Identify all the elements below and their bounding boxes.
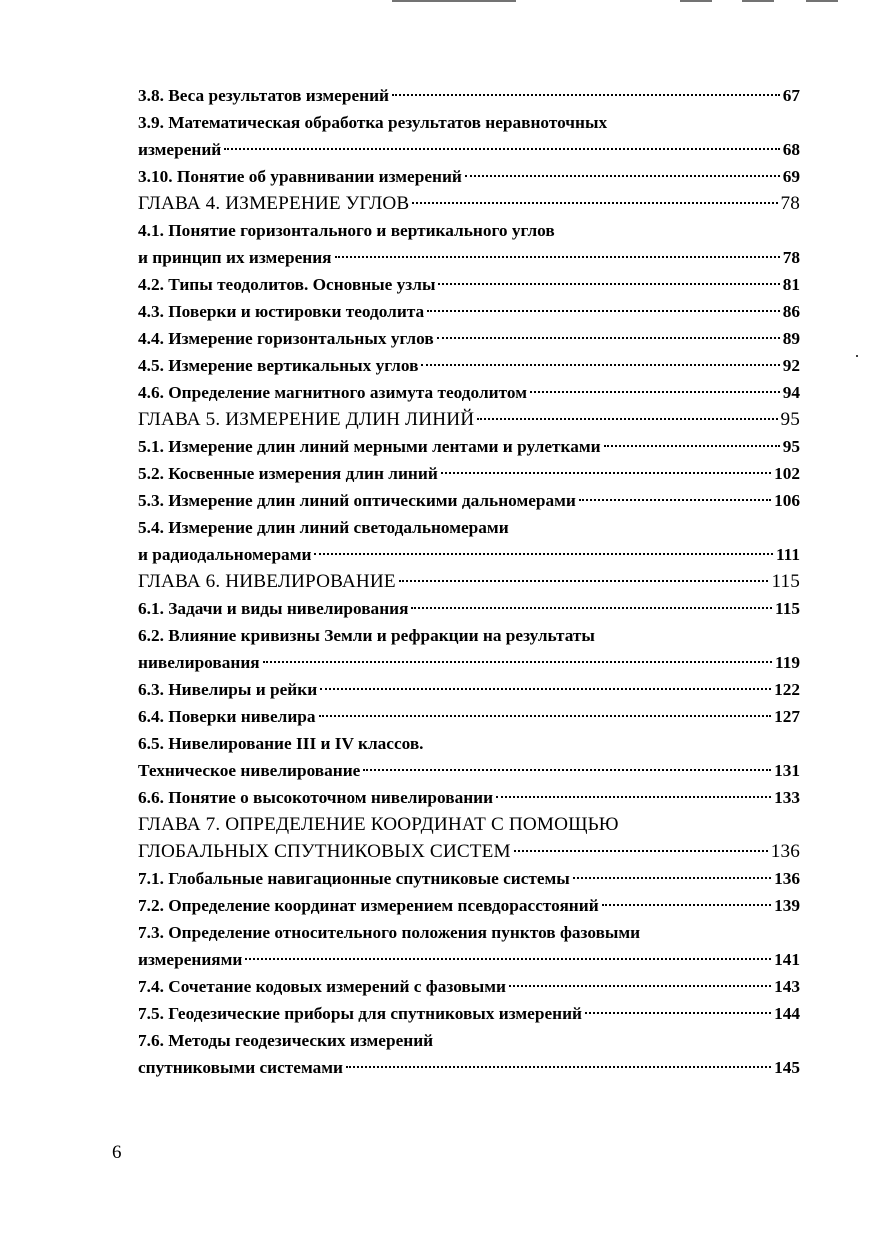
- dot-leader: [314, 553, 773, 555]
- toc-entry-title: 3.8. Веса результатов измерений: [138, 86, 390, 105]
- dot-leader: [335, 256, 780, 258]
- toc-entry-title: 4.1. Понятие горизонтального и вертикального углов: [138, 221, 555, 240]
- toc-entry: [138, 703, 800, 730]
- toc-chapter-heading: [138, 406, 800, 433]
- toc-entry-title: нивелирования: [138, 653, 260, 672]
- scan-artifact: [392, 0, 516, 2]
- toc-entry-title: 7.4. Сочетание кодовых измерений с фазовыми: [138, 977, 506, 996]
- toc-entry: [138, 946, 800, 973]
- toc-entry-title: 6.4. Поверки нивелира: [138, 707, 316, 726]
- dot-leader: [514, 850, 768, 852]
- toc-entry-page: 131: [774, 761, 800, 780]
- toc-entry-page: 136: [774, 869, 800, 888]
- toc-entry-page: 68: [782, 140, 800, 159]
- page-number: 6: [112, 1142, 122, 1163]
- toc-entry-title: измерений: [138, 140, 222, 159]
- toc-entry-page: 136: [770, 841, 800, 862]
- toc-entry-title: 5.1. Измерение длин линий мерными лентами и рулетками: [138, 437, 601, 456]
- scan-artifact: [680, 0, 712, 2]
- toc-entry: [138, 541, 800, 568]
- toc-entry-page: 139: [774, 896, 800, 915]
- toc-entry-page: 92: [782, 356, 800, 375]
- scan-artifact: [806, 0, 838, 2]
- toc-entry-title: и принцип их измерения: [138, 248, 332, 267]
- toc-entry: [138, 379, 800, 406]
- toc-entry-title: 4.2. Типы теодолитов. Основные узлы: [138, 275, 436, 294]
- toc-entry-page: 111: [775, 545, 800, 564]
- dot-leader: [496, 796, 771, 798]
- dot-leader: [585, 1012, 771, 1014]
- toc-entry-title: 3.9. Математическая обработка результатов неравноточных: [138, 113, 608, 132]
- dot-leader: [438, 283, 779, 285]
- toc-entry: [138, 460, 800, 487]
- toc-entry: [138, 757, 800, 784]
- toc-entry-page: 102: [774, 464, 800, 483]
- toc-entry: [138, 730, 800, 757]
- toc-entry-title: 5.3. Измерение длин линий оптическими дальномерами: [138, 491, 576, 510]
- toc-entry: [138, 649, 800, 676]
- dot-leader: [573, 877, 771, 879]
- toc-entry: [138, 865, 800, 892]
- toc-entry-title: 7.1. Глобальные навигационные спутниковые системы: [138, 869, 570, 888]
- toc-entry: [138, 487, 800, 514]
- toc-entry: [138, 595, 800, 622]
- toc-entry-title: 5.4. Измерение длин линий светодальномерами: [138, 518, 509, 537]
- toc-entry: [138, 973, 800, 1000]
- toc-entry-title: 3.10. Понятие об уравнивании измерений: [138, 167, 462, 186]
- toc-entry: [138, 1000, 800, 1027]
- dot-leader: [437, 337, 780, 339]
- toc-entry-title: 5.2. Косвенные измерения длин линий: [138, 464, 438, 483]
- dot-leader: [441, 472, 771, 474]
- toc-chapter-heading: [138, 811, 800, 838]
- toc-entry-page: 144: [774, 1004, 800, 1023]
- toc-entry: [138, 1054, 800, 1081]
- toc-entry: [138, 433, 800, 460]
- dot-leader: [346, 1066, 771, 1068]
- dot-leader: [421, 364, 779, 366]
- toc-entry: [138, 136, 800, 163]
- dot-leader: [579, 499, 771, 501]
- toc-entry: [138, 514, 800, 541]
- toc-entry: [138, 298, 800, 325]
- toc-chapter-heading: [138, 838, 800, 865]
- toc-entry: [138, 217, 800, 244]
- toc-entry-page: 119: [775, 653, 800, 672]
- toc-entry-page: 95: [780, 409, 800, 430]
- scan-speck: [856, 355, 858, 357]
- toc-entry-title: 4.6. Определение магнитного азимута теодолитом: [138, 383, 527, 402]
- dot-leader: [363, 769, 771, 771]
- toc-entry: [138, 919, 800, 946]
- toc-entry-title: 6.2. Влияние кривизны Земли и рефракции на результаты: [138, 626, 595, 645]
- toc-entry-title: измерениями: [138, 950, 243, 969]
- toc-entry-page: 145: [774, 1058, 800, 1077]
- toc-entry: [138, 784, 800, 811]
- toc-entry-page: 67: [782, 86, 800, 105]
- toc-entry-title: 6.1. Задачи и виды нивелирования: [138, 599, 409, 618]
- toc-entry-title: 6.3. Нивелиры и рейки: [138, 680, 318, 699]
- toc-entry-title: Техническое нивелирование: [138, 761, 361, 780]
- toc-entry-title: 7.3. Определение относительного положения пунктов фазовыми: [138, 923, 641, 942]
- toc-entry-title: 4.4. Измерение горизонтальных углов: [138, 329, 434, 348]
- dot-leader: [399, 580, 769, 582]
- toc-entry-page: 115: [775, 599, 800, 618]
- toc-entry-page: 78: [782, 248, 800, 267]
- dot-leader: [319, 715, 772, 717]
- toc-entry-page: 81: [782, 275, 800, 294]
- dot-leader: [320, 688, 771, 690]
- toc-entry: [138, 109, 800, 136]
- toc-entry-page: 69: [782, 167, 800, 186]
- dot-leader: [245, 958, 771, 960]
- toc-entry-page: 143: [774, 977, 800, 996]
- toc-entry-title: 7.6. Методы геодезических измерений: [138, 1031, 434, 1050]
- dot-leader: [530, 391, 780, 393]
- toc-entry-title: 6.6. Понятие о высокоточном нивелировании: [138, 788, 494, 807]
- toc-entry-page: 127: [774, 707, 800, 726]
- toc-entry-page: 122: [774, 680, 800, 699]
- dot-leader: [509, 985, 771, 987]
- toc-entry-page: 141: [774, 950, 800, 969]
- toc-entry-title: 7.2. Определение координат измерением псевдорасстояний: [138, 896, 599, 915]
- toc-entry-page: 106: [774, 491, 800, 510]
- dot-leader: [224, 148, 779, 150]
- toc-entry-title: спутниковыми системами: [138, 1058, 343, 1077]
- toc-entry-title: 4.3. Поверки и юстировки теодолита: [138, 302, 425, 321]
- toc-entry: [138, 82, 800, 109]
- toc-entry: [138, 892, 800, 919]
- dot-leader: [465, 175, 780, 177]
- toc-entry: [138, 352, 800, 379]
- toc-entry-title: ГЛАВА 6. НИВЕЛИРОВАНИЕ: [138, 571, 396, 592]
- dot-leader: [602, 904, 771, 906]
- toc-entry-page: 133: [774, 788, 800, 807]
- toc-entry-title: 7.5. Геодезические приборы для спутниковых измерений: [138, 1004, 583, 1023]
- toc-chapter-heading: [138, 190, 800, 217]
- table-of-contents: [138, 82, 800, 1081]
- toc-entry-title: 6.5. Нивелирование III и IV классов.: [138, 734, 424, 753]
- dot-leader: [477, 418, 777, 420]
- toc-entry-title: ГЛАВА 5. ИЗМЕРЕНИЕ ДЛИН ЛИНИЙ: [138, 409, 475, 430]
- toc-entry-page: 86: [782, 302, 800, 321]
- toc-entry: [138, 163, 800, 190]
- toc-entry-title: и радиодальномерами: [138, 545, 312, 564]
- toc-entry-title: ГЛОБАЛЬНЫХ СПУТНИКОВЫХ СИСТЕМ: [138, 841, 511, 862]
- dot-leader: [412, 202, 777, 204]
- toc-entry: [138, 244, 800, 271]
- toc-entry-title: ГЛАВА 7. ОПРЕДЕЛЕНИЕ КООРДИНАТ С ПОМОЩЬЮ: [138, 814, 619, 835]
- dot-leader: [392, 94, 780, 96]
- dot-leader: [604, 445, 780, 447]
- toc-entry: [138, 676, 800, 703]
- toc-entry: [138, 325, 800, 352]
- toc-entry: [138, 1027, 800, 1054]
- toc-entry-page: 115: [771, 571, 800, 592]
- toc-entry-title: 4.5. Измерение вертикальных углов: [138, 356, 419, 375]
- toc-entry: [138, 271, 800, 298]
- toc-entry: [138, 622, 800, 649]
- dot-leader: [411, 607, 772, 609]
- toc-entry-page: 94: [782, 383, 800, 402]
- toc-entry-page: 95: [782, 437, 800, 456]
- toc-entry-page: 78: [780, 193, 800, 214]
- toc-entry-page: 89: [782, 329, 800, 348]
- dot-leader: [427, 310, 780, 312]
- toc-entry-title: ГЛАВА 4. ИЗМЕРЕНИЕ УГЛОВ: [138, 193, 410, 214]
- toc-chapter-heading: [138, 568, 800, 595]
- scan-artifact: [742, 0, 774, 2]
- dot-leader: [263, 661, 772, 663]
